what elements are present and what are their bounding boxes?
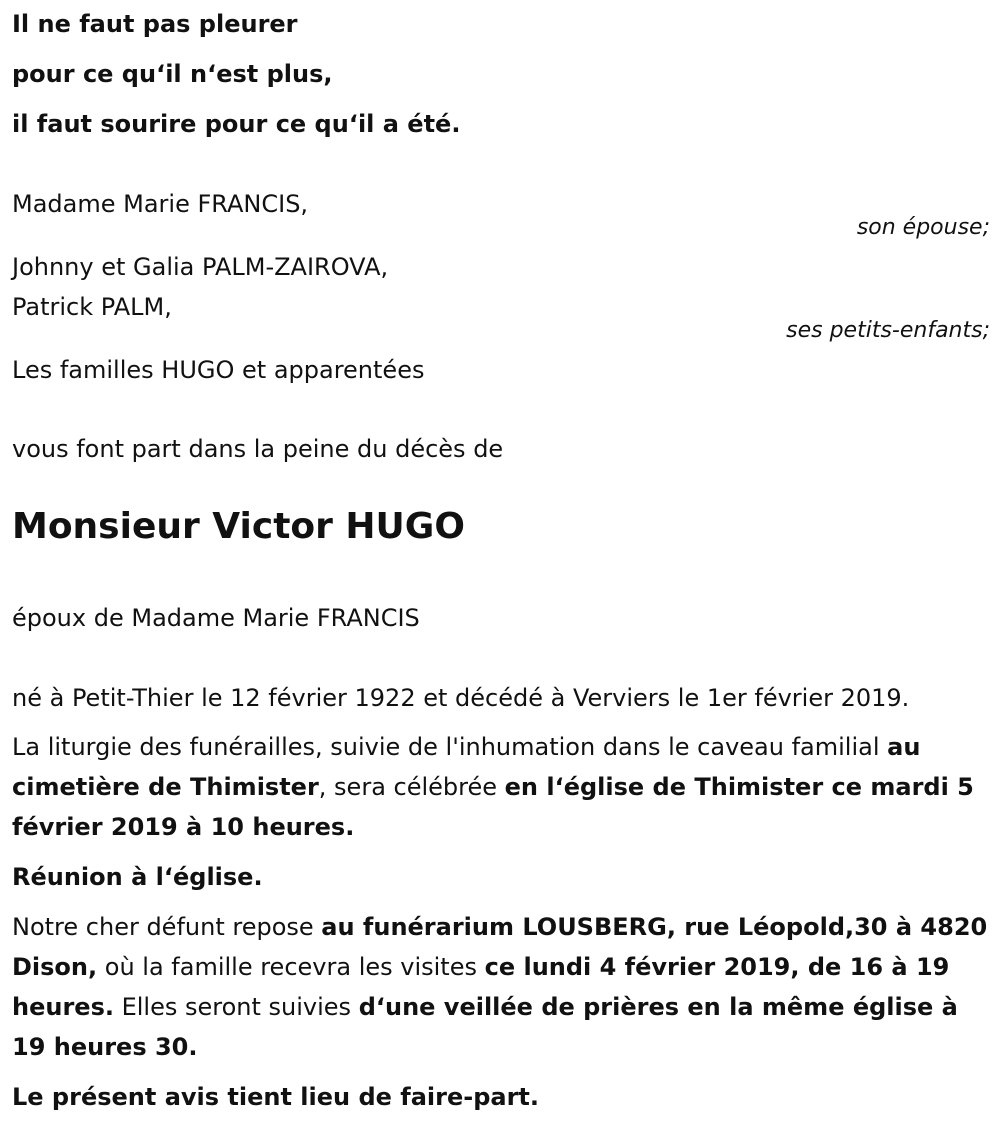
grandchild-2: Patrick PALM, (12, 293, 172, 321)
rest-text-2: où la famille recevra les visites (97, 953, 485, 981)
visit-time-emphasis: ce lundi 4 février 2019, de 16 à 19 heures. (12, 953, 950, 1021)
spouse-of-line: époux de Madame Marie FRANCIS (12, 604, 420, 632)
funeral-home-emphasis: au funérarium LOUSBERG, rue Léopold,30 à 4820 Dison, (12, 913, 988, 981)
vigil-emphasis: d‘une veillée de prières en la même église à 19 heures 30. (12, 993, 958, 1061)
meeting-line: Réunion à l‘église. (12, 863, 263, 891)
announcement-line: vous font part dans la peine du décès de (12, 435, 504, 463)
grandchild-1: Johnny et Galia PALM-ZAIROVA, (12, 253, 389, 281)
spouse-role: son épouse; (856, 215, 990, 240)
poem-line-1: Il ne faut pas pleurer (12, 10, 298, 38)
rest-text-1: Notre cher défunt repose (12, 913, 322, 941)
closing-line: Le présent avis tient lieu de faire-part. (12, 1083, 540, 1111)
cemetery-emphasis: au cimetière de Thimister (12, 733, 921, 801)
spouse-name: Madame Marie FRANCIS, (12, 190, 309, 218)
funeral-text-1: La liturgie des funérailles, suivie de l'inhumation dans le caveau familial (12, 733, 888, 761)
rest-text-3: Elles seront suivies (113, 993, 359, 1021)
birth-death-line: né à Petit-Thier le 12 février 1922 et décédé à Verviers le 1er février 2019. (12, 684, 910, 712)
deceased-name: Monsieur Victor HUGO (12, 506, 465, 547)
families-line: Les familles HUGO et apparentées (12, 356, 425, 384)
rest-paragraph (12, 907, 990, 1067)
poem-line-2: pour ce qu‘il n‘est plus, (12, 60, 333, 88)
funeral-text-2: , sera célébrée (318, 773, 505, 801)
obituary-notice (12, 0, 990, 1132)
poem-line-3: il faut sourire pour ce qu‘il a été. (12, 110, 461, 138)
church-date-emphasis: en l‘église de Thimister ce mardi 5 février 2019 à 10 heures. (12, 773, 974, 841)
grandchildren-role: ses petits-enfants; (786, 318, 990, 343)
funeral-paragraph (12, 727, 990, 847)
